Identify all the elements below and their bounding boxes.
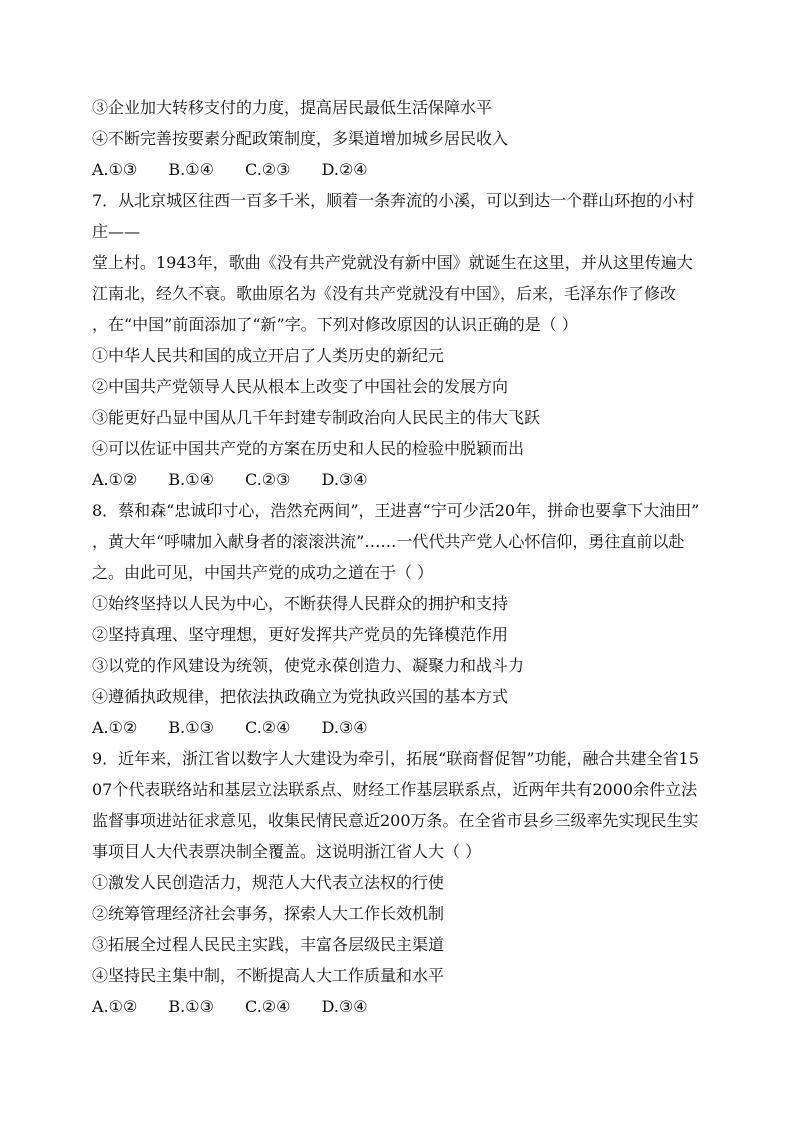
q9-choice-2: ②统筹管理经济社会事务，探索人大工作长效机制 [92, 904, 445, 923]
q8-answer-options [92, 712, 700, 743]
q7-stem-line-1: 7．从北京城区往西一百多千米，顺着一条奔流的小溪，可以到达一个群山环抱的小村 [92, 191, 695, 210]
q8-choice-3: ③以党的作风建设为统领，使党永葆创造力、凝聚力和战斗力 [92, 656, 525, 675]
q6-option-b: B.①④ [168, 160, 214, 179]
q9-option-d: D.③④ [321, 997, 368, 1016]
q6-option-d: D.②④ [321, 160, 368, 179]
q9-option-c: C.②④ [245, 997, 291, 1016]
q7-option-d: D.③④ [321, 470, 368, 489]
q8-choice-2: ②坚持真理、坚守理想，更好发挥共产党员的先锋模范作用 [92, 625, 509, 644]
q7-choice-3: ③能更好凸显中国从几千年封建专制政治向人民民主的伟大飞跃 [92, 408, 541, 427]
q7-option-a: A.①② [92, 470, 138, 489]
q7-option-b: B.①④ [168, 470, 214, 489]
q7-stem-line-4: 江南北，经久不衰。歌曲原名为《没有共产党就没有中国》，后来，毛泽东作了修改 [92, 284, 677, 303]
q7-stem-line-3: 堂上村。1943年，歌曲《没有共产党就没有新中国》就诞生在这里，并从这里传遍大 [92, 253, 693, 272]
q7-answer-options [92, 464, 700, 495]
q9-stem-line-3: 监督事项进站征求意见，收集民情民意近200万条。在全省市县乡三级率先实现民生实 [92, 811, 699, 830]
q6-choice-3: ③企业加大转移支付的力度，提高居民最低生活保障水平 [92, 98, 493, 117]
q8-option-d: D.③④ [321, 718, 368, 737]
q7-stem-line-5: ，在“中国”前面添加了“新”字。下列对修改原因的认识正确的是（ ） [92, 315, 578, 334]
q8-stem-line-2: ，黄大年“呼啸加入献身者的滚滚洪流”……一代代共产党人心怀信仰，勇往直前以赴 [92, 532, 685, 551]
q8-option-b: B.①③ [168, 718, 214, 737]
q7-choice-1: ①中华人民共和国的成立开启了人类历史的新纪元 [92, 346, 445, 365]
q8-stem-line-3: 之。由此可见，中国共产党的成功之道在于（ ） [92, 563, 434, 582]
q6-choice-4: ④不断完善按要素分配政策制度，多渠道增加城乡居民收入 [92, 129, 509, 148]
q9-choice-1: ①激发人民创造活力，规范人大代表立法权的行使 [92, 873, 445, 892]
q7-choice-2: ②中国共产党领导人民从根本上改变了中国社会的发展方向 [92, 377, 509, 396]
q8-choice-1: ①始终坚持以人民为中心，不断获得人民群众的拥护和支持 [92, 594, 509, 613]
q9-option-a: A.①② [92, 997, 138, 1016]
q8-stem-line-1: 8．蔡和森“忠诚印寸心，浩然充两间”，王进喜“宁可少活20年，拼命也要拿下大油田” [92, 501, 700, 520]
q9-answer-options [92, 991, 700, 1022]
q8-choice-4: ④遵循执政规律，把依法执政确立为党执政兴国的基本方式 [92, 687, 509, 706]
q7-stem-line-2: 庄—— [92, 222, 141, 241]
q8-option-a: A.①② [92, 718, 138, 737]
q9-stem-line-4: 事项目人大代表票决制全覆盖。这说明浙江省人大（ ） [92, 842, 482, 861]
q9-choice-3: ③拓展全过程人民民主实践，丰富各层级民主渠道 [92, 935, 445, 954]
q6-option-a: A.①③ [92, 160, 138, 179]
q6-option-c: C.②③ [245, 160, 291, 179]
q7-option-c: C.②③ [245, 470, 291, 489]
exam-page [92, 92, 700, 1022]
q6-answer-options [92, 154, 700, 185]
q7-choice-4: ④可以佐证中国共产党的方案在历史和人民的检验中脱颖而出 [92, 439, 525, 458]
q9-option-b: B.①③ [168, 997, 214, 1016]
q8-option-c: C.②④ [245, 718, 291, 737]
q9-stem-line-1: 9．近年来，浙江省以数字人大建设为牵引，拓展“联商督促智”功能，融合共建全省15 [92, 749, 699, 768]
q9-stem-line-2: 07个代表联络站和基层立法联系点、财经工作基层联系点，近两年共有2000余件立法 [92, 780, 698, 799]
q9-choice-4: ④坚持民主集中制，不断提高人大工作质量和水平 [92, 966, 445, 985]
